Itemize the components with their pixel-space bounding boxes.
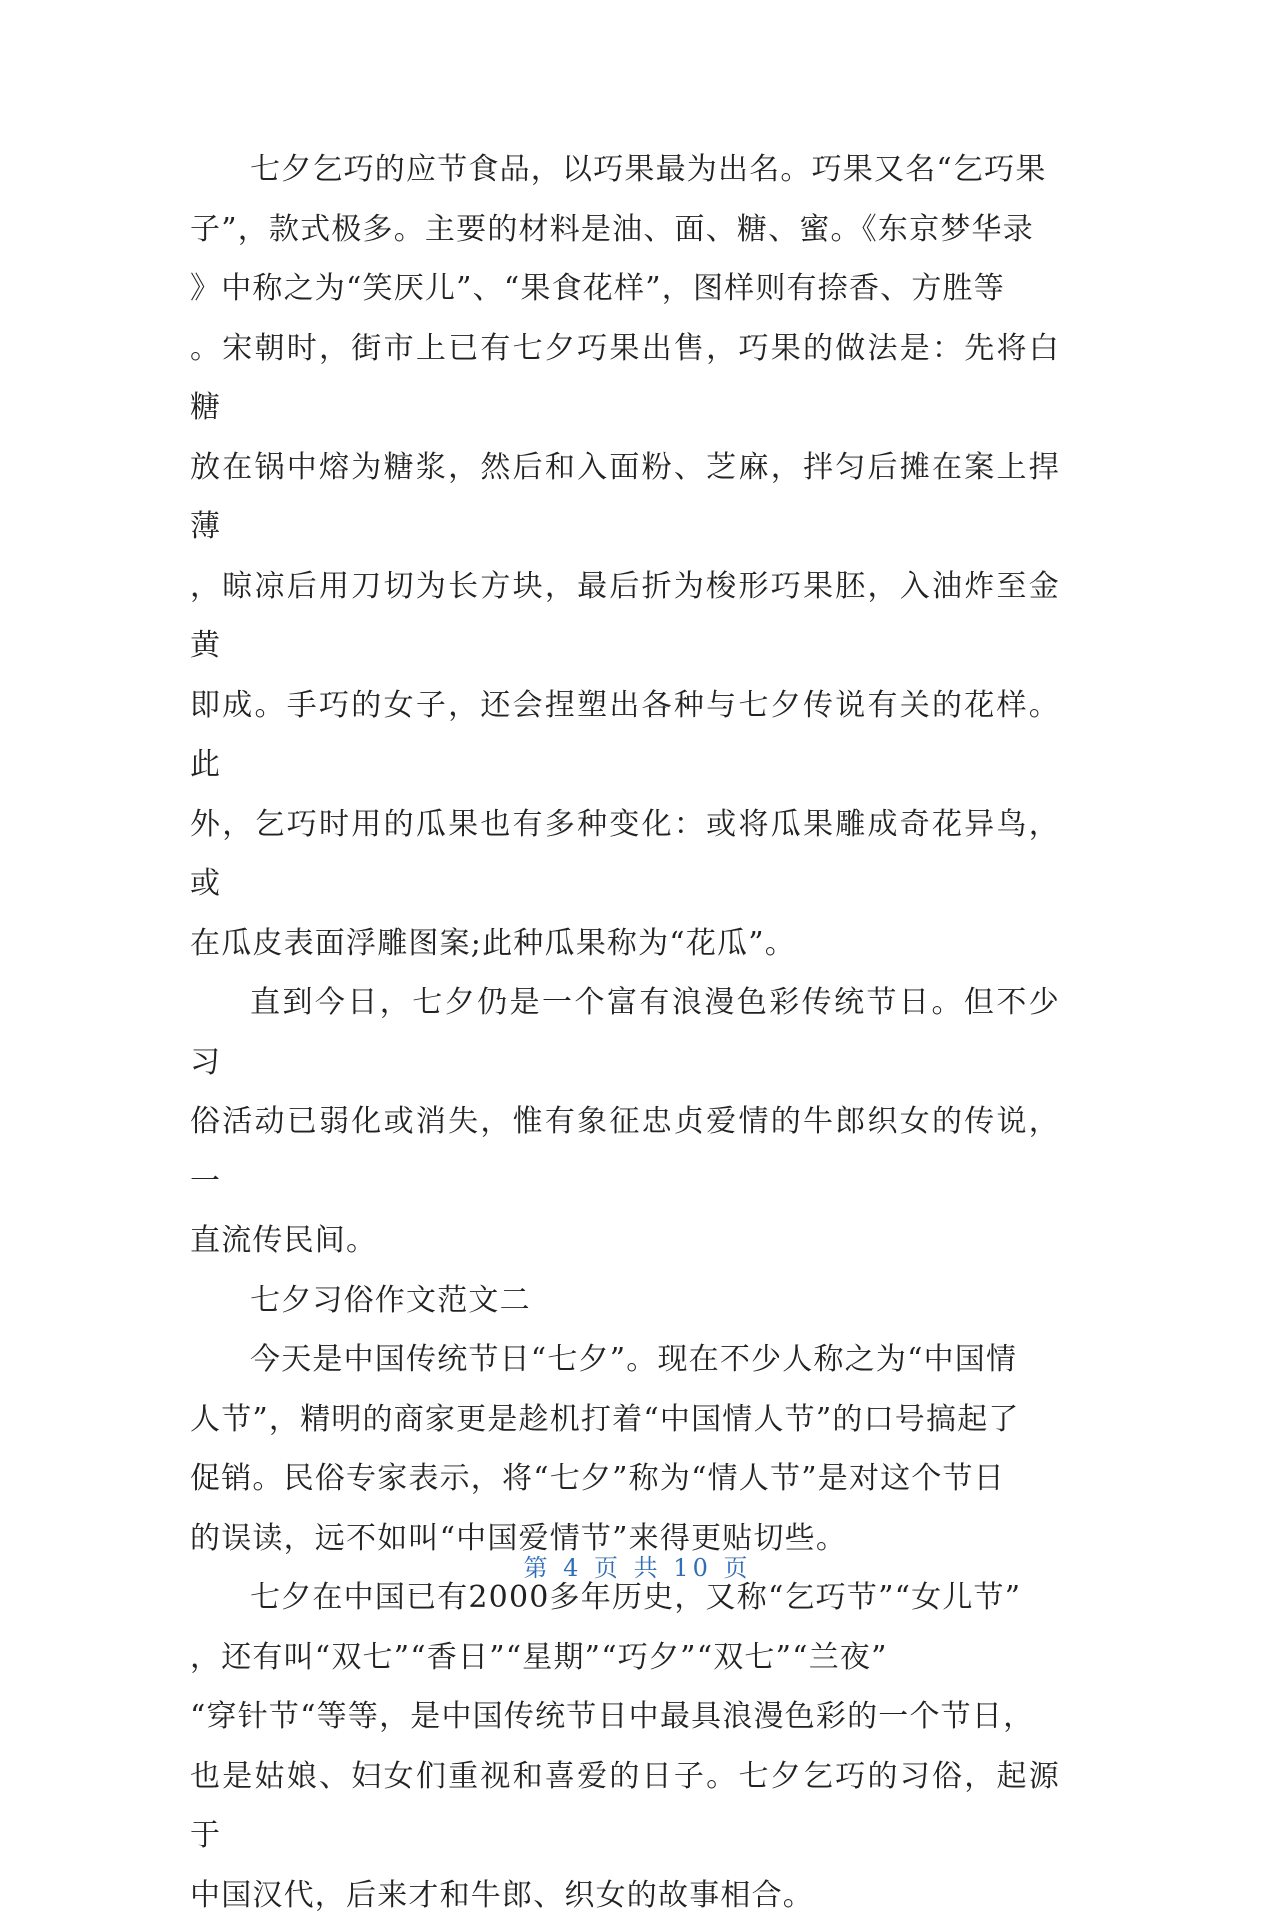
paragraph-today-qixi: 直到今日，七夕仍是一个富有浪漫色彩传统节日。但不少习 俗活动已弱化或消失，惟有象征忠贞爱情的牛郎织女的传说，一 直流传民间。: [190, 985, 1060, 1258]
page-number-footer: 第 4 页 共 10 页: [523, 1554, 752, 1582]
document-body: [190, 140, 1060, 1925]
paragraph-qixi-history: 七夕在中国已有2000多年历史，又称“乞巧节”“女儿节” ，还有叫“双七”“香日”“星期”“巧夕”“双七”“兰夜” “穿针节“等等，是中国传统节日中最具浪漫色彩的一个节日， 也是姑娘、妇女们重视和喜爱的日子。七夕乞巧的习俗，起源于 中国汉代，后来才和牛郎、织女的故事相合。: [190, 1580, 1060, 1913]
paragraph-valentine-misreading: 今天是中国传统节日“七夕”。现在不少人称之为“中国情 人节”，精明的商家更是趁机打着“中国情人节”的口号搞起了 促销。民俗专家表示，将“七夕”称为“情人节”是对这个节日 的误读，远不如叫“中国爱情节”来得更贴切些。: [190, 1342, 1020, 1556]
section-heading: 七夕习俗作文范文二: [250, 1282, 531, 1318]
paragraph-qiaoguo-food: 七夕乞巧的应节食品，以巧果最为出名。巧果又名“乞巧果 子”，款式极多。主要的材料是油、面、糖、蜜。《东京梦华录 》中称之为“笑厌儿”、“果食花样”，图样则有捺香、方胜等 。宋朝时，街市上已有七夕巧果出售，巧果的做法是：先将白糖 放在锅中熔为糖浆，然后和入面粉、芝麻，拌匀后摊在案上捍薄 ，晾凉后用刀切为长方块，最后折为梭形巧果胚，入油炸至金黄 即成。手巧的女子，还会捏塑出各种与七夕传说有关的花样。此 外，乞巧时用的瓜果也有多种变化：或将瓜果雕成奇花异鸟，或 在瓜皮表面浮雕图案;此种瓜果称为“花瓜”。: [190, 152, 1060, 961]
